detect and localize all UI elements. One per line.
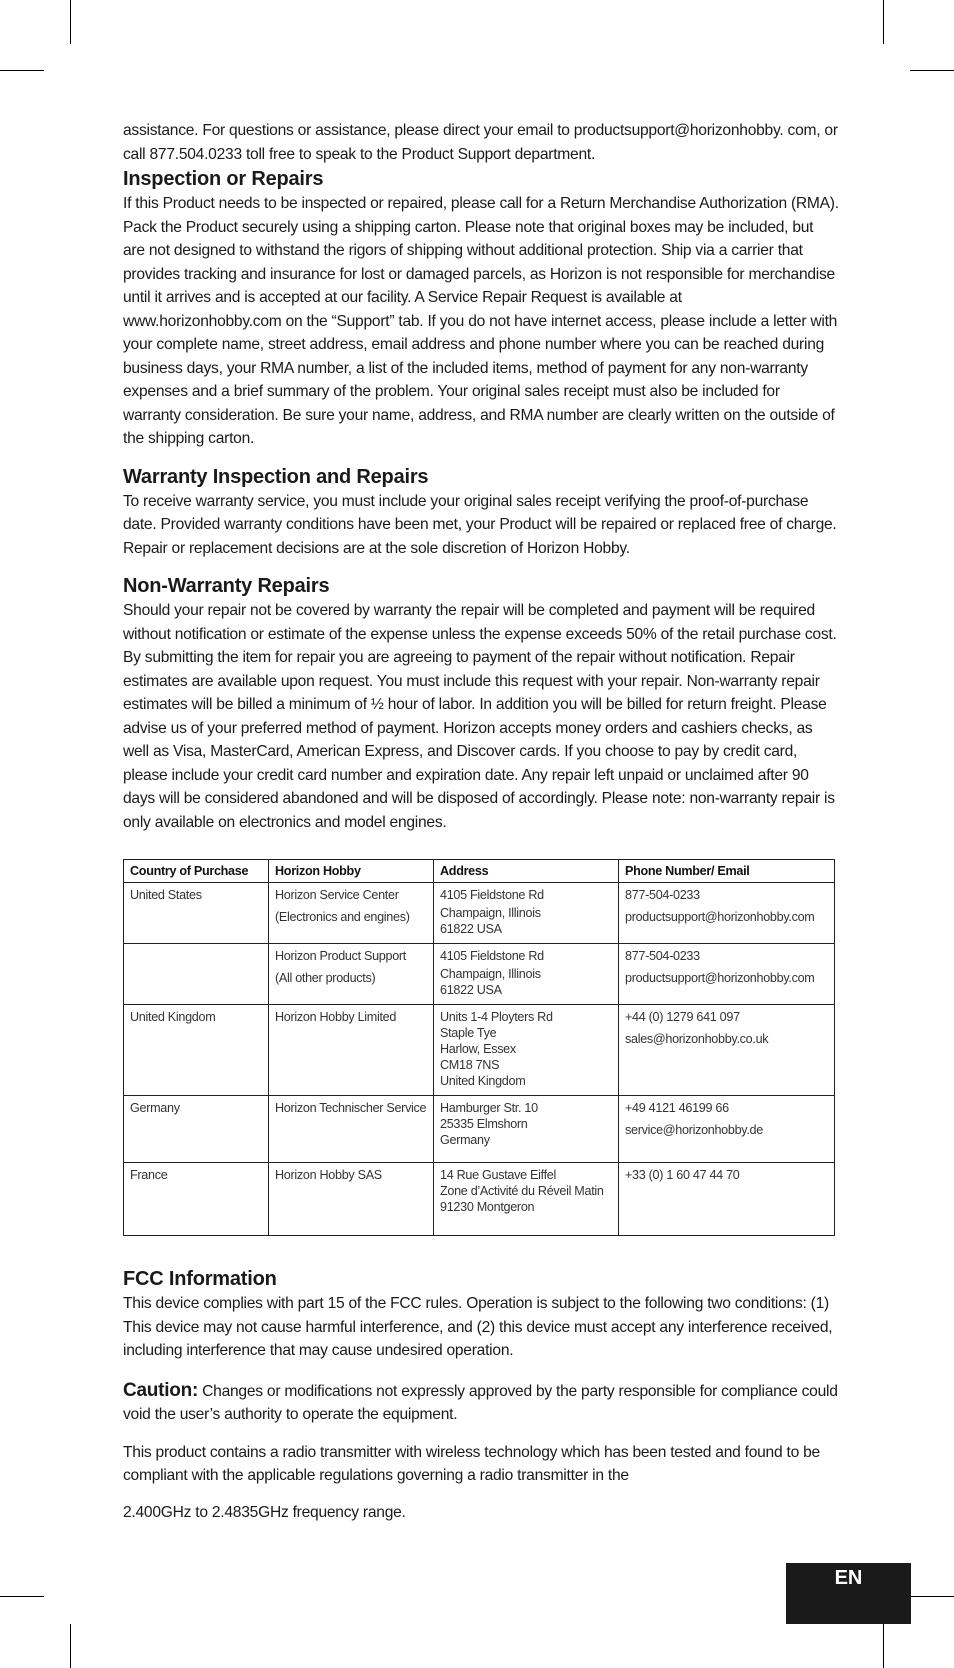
phone-text: +44 (0) 1279 641 097: [625, 1010, 740, 1024]
crop-mark: [0, 70, 44, 71]
country-cell: Germany: [124, 1096, 269, 1163]
fcc-heading: FCC Information: [123, 1268, 277, 1290]
country-cell: France: [124, 1163, 269, 1236]
crop-mark: [883, 1624, 884, 1668]
address-cell: [434, 1163, 619, 1236]
address-line: Hamburger Str. 10: [440, 1101, 538, 1115]
address-line: 4105 Fieldstone Rd: [440, 949, 544, 963]
email-link[interactable]: productsupport@horizonhobby.com: [625, 910, 815, 924]
address-line: 25335 Elmshorn: [440, 1117, 528, 1131]
contact-cell: [619, 944, 835, 1005]
address-cell: [434, 944, 619, 1005]
email-link[interactable]: sales@horizonhobby.co.uk: [625, 1032, 769, 1046]
address-line: 4105 Fieldstone Rd: [440, 888, 544, 902]
org-line: Horizon Product Support: [275, 949, 407, 963]
address-line: Champaign, Illinois: [440, 906, 541, 920]
phone-text: +49 4121 46199 66: [625, 1101, 729, 1115]
address-line: 61822 USA: [440, 983, 502, 997]
document-body: [123, 119, 839, 834]
frequency-range: 2.400GHz to 2.4835GHz frequency range.: [123, 1503, 406, 1521]
contact-cell: [619, 1163, 835, 1236]
table-row: [124, 944, 835, 1005]
org-line: Horizon Hobby SAS: [275, 1168, 382, 1182]
address-line: Zone d’Activité du Réveil Matin: [440, 1184, 604, 1198]
address-line: Harlow, Essex: [440, 1042, 516, 1056]
intro-paragraph: assistance. For questions or assistance, please direct your email to productsupport@horizonhobby. com, or call 877.504.0233 toll free to speak to the Product Support department.: [123, 122, 838, 163]
org-line: (All other products): [275, 971, 376, 985]
crop-mark: [70, 0, 71, 44]
crop-mark: [0, 1596, 44, 1597]
contact-cell: [619, 1005, 835, 1096]
warranty-heading: Warranty Inspection and Repairs: [123, 465, 429, 488]
phone-text: 877-504-0233: [625, 888, 700, 902]
caution-label: Caution:: [123, 1379, 199, 1401]
fcc-section: [123, 1267, 839, 1524]
email-link[interactable]: productsupport@horizonhobby.com: [625, 971, 815, 985]
caution-text: Changes or modifications not expressly approved by the party responsible for compliance could void the user’s authority to operate the equipment.: [123, 1382, 838, 1423]
table-header-row: [124, 860, 835, 883]
column-header-contact: Phone Number/ Email: [619, 860, 835, 883]
table-row: [124, 883, 835, 944]
language-tab: EN: [786, 1563, 911, 1624]
nonwarranty-heading: Non-Warranty Repairs: [123, 575, 330, 597]
crop-mark: [70, 1624, 71, 1668]
address-line: 14 Rue Gustave Eiffel: [440, 1168, 556, 1182]
table-row: [124, 1163, 835, 1236]
org-cell: [269, 1005, 434, 1096]
table-row: [124, 1096, 835, 1163]
caution-paragraph: [123, 1379, 839, 1427]
country-cell: United States: [124, 883, 269, 944]
country-cell: United Kingdom: [124, 1005, 269, 1096]
address-cell: [434, 883, 619, 944]
contact-cell: [619, 883, 835, 944]
country-cell: [124, 944, 269, 1005]
org-line: Horizon Hobby Limited: [275, 1010, 397, 1024]
org-line: Horizon Service Center: [275, 888, 399, 902]
org-line: (Electronics and engines): [275, 910, 410, 924]
inspection-paragraph: If this Product needs to be inspected or repaired, please call for a Return Merchandise Authorization (RMA). Pack the Product securely using a shipping carton. Please note that original boxes may be included, but are not designed to withstand the rigors of shipping without additional protection. Ship via a carrier that provides tracking and insurance for lost or damaged parcels, as Horizon is not responsible for merchandise until it arrives and is accepted at our facility. A Service Repair Request is available at www.horizonhobby.com on the “Support” tab. If you do not have internet access, please include a letter with your complete name, street address, email address and phone number where you can be reached during business days, your RMA number, a list of the included items, method of payment for any non-warranty expenses and a brief summary of the problem. Your original sales receipt must also be included for warranty consideration. Be sure your name, address, and RMA number are clearly written on the outside of the shipping carton.: [123, 195, 839, 447]
org-cell: [269, 1096, 434, 1163]
address-line: Champaign, Illinois: [440, 967, 541, 981]
column-header-address: Address: [434, 860, 619, 883]
service-centers-table: [123, 859, 835, 1236]
phone-text: +33 (0) 1 60 47 44 70: [625, 1168, 740, 1182]
address-line: CM18 7NS: [440, 1058, 500, 1072]
email-link[interactable]: service@horizonhobby.de: [625, 1123, 763, 1137]
radio-paragraph: This product contains a radio transmitter with wireless technology which has been tested and found to be compliant with the applicable regulations governing a radio transmitter in the: [123, 1443, 820, 1484]
org-line: Horizon Technischer Service: [275, 1101, 427, 1115]
address-line: Units 1-4 Ployters Rd: [440, 1010, 553, 1024]
phone-text: 877-504-0233: [625, 949, 700, 963]
org-cell: [269, 883, 434, 944]
address-line: Staple Tye: [440, 1026, 497, 1040]
address-line: United Kingdom: [440, 1074, 526, 1088]
warranty-paragraph: To receive warranty service, you must include your original sales receipt verifying the proof-of-purchase date. Provided warranty conditions have been met, your Product will be repaired or replaced free of charge. Repair or replacement decisions are at the sole discretion of Horizon Hobby.: [123, 492, 837, 557]
address-cell: [434, 1096, 619, 1163]
fcc-paragraph: This device complies with part 15 of the FCC rules. Operation is subject to the following two conditions: (1) This device may not cause harmful interference, and (2) this device must accept any interference received, including interference that may cause undesired operation.: [123, 1295, 833, 1359]
table-row: [124, 1005, 835, 1096]
inspection-heading: Inspection or Repairs: [123, 168, 324, 190]
org-cell: [269, 1163, 434, 1236]
column-header-country: Country of Purchase: [124, 860, 269, 883]
column-header-horizon-hobby: Horizon Hobby: [269, 860, 434, 883]
crop-mark: [910, 70, 954, 71]
nonwarranty-paragraph: Should your repair not be covered by warranty the repair will be completed and payment will be required without notification or estimate of the expense unless the expense exceeds 50% of the retail purchase cost. By submitting the item for repair you are agreeing to payment of the repair without notification. Repair estimates are available upon request. You must include this request with your repair. Non-warranty repair estimates will be billed a minimum of ½ hour of labor. In addition you will be billed for return freight. Please advise us of your preferred method of payment. Horizon accepts money orders and cashiers checks, as well as Visa, MasterCard, American Express, and Discover cards. If you choose to pay by credit card, please include your credit card number and expiration date. Any repair left unpaid or unclaimed after 90 days will be considered abandoned and will be disposed of accordingly. Please note: non-warranty repair is only available on electronics and model engines.: [123, 602, 837, 831]
address-cell: [434, 1005, 619, 1096]
org-cell: [269, 944, 434, 1005]
crop-mark: [883, 0, 884, 44]
contact-cell: [619, 1096, 835, 1163]
address-line: 61822 USA: [440, 922, 502, 936]
address-line: Germany: [440, 1133, 490, 1147]
address-line: 91230 Montgeron: [440, 1200, 535, 1214]
crop-mark: [910, 1596, 954, 1597]
